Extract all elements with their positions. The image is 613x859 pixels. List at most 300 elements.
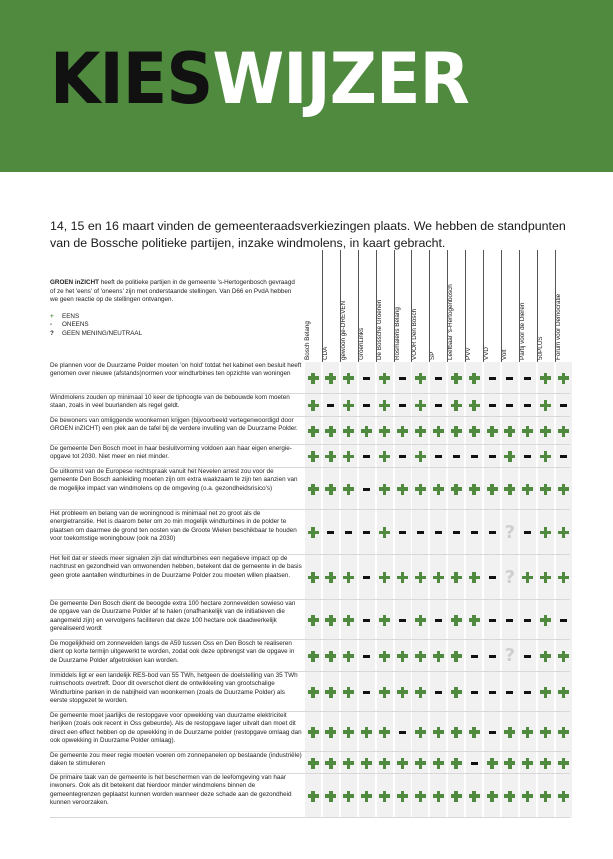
answer-cell <box>359 445 375 468</box>
plus-icon <box>308 791 319 802</box>
party-name <box>518 252 532 360</box>
answer-cell <box>448 774 464 818</box>
statement-text: Windmolens zouden op minimaal 10 keer de tiphoogte van de bebouwde kom moeten staan, zoals in veel buurlanden als regel geldt. <box>50 394 290 410</box>
statement-row <box>50 640 570 672</box>
party-label: CDA <box>321 346 329 360</box>
minus-icon <box>489 576 496 579</box>
answer-cell <box>520 774 536 818</box>
legend-symbol: - <box>50 321 53 328</box>
answer-cell <box>305 752 321 774</box>
answer-cell <box>448 672 464 712</box>
plus-icon <box>433 758 444 769</box>
party-label: VOOR Den Bosch <box>411 308 419 360</box>
plus-icon <box>379 651 390 662</box>
plus-icon <box>540 373 551 384</box>
statement-text: De gemeente Den Bosch moet in haar besluitvorming voldoen aan haar eigen energie-opgave tot 2030. Niet meer en niet minder. <box>50 445 292 461</box>
answer-cell <box>448 555 464 600</box>
plus-icon <box>415 651 426 662</box>
plus-icon <box>325 758 336 769</box>
answer-cell <box>412 445 428 468</box>
plus-icon <box>343 615 354 626</box>
answer-cell <box>412 600 428 640</box>
explanation-body: heeft de politieke partijen in de gemeente 's-Hertogenbosch gevraagd of ze het 'eens' of 'oneens' zijn met onderstaande stellingen. Van D66 en PvdA hebben we geen reactie op de stellingen ontvangen. <box>50 279 295 303</box>
statement-text: De gemeente Den Bosch dient de beoogde extra 100 hectare zonnevelden sowieso van de opgave van de Duurzame Polder af te halen (onafhankelijk van de initiatieven die aangemeld zijn) en vervolgens faciliteren dat deze 100 hectare ook daadwerkelijk gerealiseerd wordt <box>50 600 296 632</box>
answer-cell <box>538 394 554 417</box>
plus-icon <box>415 451 426 462</box>
plus-icon <box>469 373 480 384</box>
answer-cell <box>502 555 518 600</box>
statement-text: De primaire taak van de gemeente is het beschermen van de leefomgeving van haar inwoners. Ook als dit betekent dat hierdoor minder windmolens binnen de gemeentegrenzen geplaatst kunnen worden wanneer deze schade aan de gezondheid kunnen veroorzaken. <box>50 774 292 806</box>
answer-cell <box>412 712 428 752</box>
plus-icon <box>540 615 551 626</box>
plus-icon <box>415 484 426 495</box>
party-name <box>536 252 550 360</box>
answer-cell <box>466 362 482 394</box>
answer-cell <box>448 468 464 510</box>
answer-cell <box>448 445 464 468</box>
answer-cell <box>377 712 393 752</box>
minus-icon <box>345 531 352 534</box>
answer-cell <box>323 774 339 818</box>
answer-cell <box>520 672 536 712</box>
plus-icon <box>451 615 462 626</box>
minus-icon <box>363 576 370 579</box>
answer-cell <box>412 510 428 555</box>
plus-icon <box>343 426 354 437</box>
answer-cell <box>395 712 411 752</box>
answer-cell <box>377 468 393 510</box>
answer-cell <box>538 774 554 818</box>
answer-cell <box>359 510 375 555</box>
party-label: SP <box>429 351 437 360</box>
minus-icon <box>560 619 567 622</box>
title-banner <box>0 0 613 172</box>
answer-cell <box>538 468 554 510</box>
answer-cell <box>341 712 357 752</box>
answer-cell <box>305 774 321 818</box>
answer-cell <box>341 394 357 417</box>
answer-cell <box>323 555 339 600</box>
answer-cell <box>466 510 482 555</box>
plus-icon <box>397 791 408 802</box>
minus-icon <box>524 531 531 534</box>
plus-icon <box>504 451 515 462</box>
answer-cell <box>341 510 357 555</box>
plus-icon <box>325 727 336 738</box>
statement-row <box>50 394 570 417</box>
plus-icon <box>379 572 390 583</box>
minus-icon <box>489 619 496 622</box>
answer-cell <box>341 417 357 445</box>
answer-cell <box>466 600 482 640</box>
answer-cell <box>341 445 357 468</box>
party-name <box>411 252 424 360</box>
answer-cell <box>430 640 446 672</box>
plus-icon <box>433 651 444 662</box>
legend-label: EENS <box>62 312 80 320</box>
plus-icon <box>397 758 408 769</box>
answer-cell <box>502 510 518 555</box>
statement-row <box>50 712 570 752</box>
answer-cell <box>520 640 536 672</box>
plus-icon <box>540 572 551 583</box>
answer-cell <box>395 640 411 672</box>
plus-icon <box>343 451 354 462</box>
answer-cell <box>377 752 393 774</box>
plus-icon <box>397 426 408 437</box>
plus-icon <box>522 484 533 495</box>
party-label: Leefbaar 's-Hertogenbosch <box>447 284 455 360</box>
minus-icon <box>399 404 406 407</box>
plus-icon <box>433 791 444 802</box>
minus-icon <box>489 377 496 380</box>
plus-icon <box>558 687 569 698</box>
minus-icon <box>399 531 406 534</box>
plus-icon <box>415 373 426 384</box>
minus-icon <box>471 691 478 694</box>
answer-cell <box>412 468 428 510</box>
answer-cell <box>323 510 339 555</box>
column-divider <box>519 250 520 362</box>
column-divider <box>555 250 556 362</box>
party-name <box>465 252 478 360</box>
answer-cell <box>502 712 518 752</box>
answer-cell <box>323 640 339 672</box>
answer-cell <box>502 672 518 712</box>
party-header <box>0 250 613 360</box>
plus-icon <box>469 727 480 738</box>
minus-icon <box>506 619 513 622</box>
plus-icon <box>325 651 336 662</box>
answer-cell <box>359 555 375 600</box>
answer-cell <box>502 468 518 510</box>
answer-cell <box>430 774 446 818</box>
statement-text: Het feit dat er steeds meer signalen zijn dat windturbines een negatieve impact op de nachtrust en gezondheid van omwonenden hebben, betekent dat de gemeente in de basis geen grote aantallen windturbines in de Duurzame Polder zou moeten willen plaatsen. <box>50 555 302 579</box>
statements-table <box>50 362 570 818</box>
plus-icon <box>361 426 372 437</box>
plus-icon <box>308 727 319 738</box>
answer-cell <box>448 394 464 417</box>
plus-icon <box>308 615 319 626</box>
answer-cell <box>341 774 357 818</box>
plus-icon <box>343 687 354 698</box>
minus-icon <box>506 404 513 407</box>
plus-icon <box>433 484 444 495</box>
answer-cell <box>341 555 357 600</box>
answer-cell <box>520 600 536 640</box>
answer-cell <box>520 394 536 417</box>
plus-icon <box>325 687 336 698</box>
answer-cell <box>484 640 500 672</box>
answer-cell <box>520 712 536 752</box>
party-label: De Bossche Groenen <box>375 299 383 360</box>
minus-icon <box>363 655 370 658</box>
answer-cell <box>305 417 321 445</box>
plus-icon <box>308 758 319 769</box>
column-divider <box>537 250 538 362</box>
plus-icon <box>487 758 498 769</box>
plus-icon <box>451 484 462 495</box>
row-divider <box>50 817 570 818</box>
party-name <box>393 252 407 360</box>
minus-icon <box>524 404 531 407</box>
answer-cell <box>412 774 428 818</box>
answer-cell <box>359 417 375 445</box>
minus-icon <box>471 762 478 765</box>
answer-cell <box>412 394 428 417</box>
plus-icon <box>379 791 390 802</box>
plus-icon <box>487 791 498 802</box>
answer-cell <box>556 752 572 774</box>
plus-icon <box>343 572 354 583</box>
answer-cell <box>466 394 482 417</box>
plus-icon <box>379 451 390 462</box>
answer-cell <box>305 362 321 394</box>
answer-cell <box>466 712 482 752</box>
plus-icon <box>308 451 319 462</box>
answer-cell <box>538 672 554 712</box>
title-part-wijzer: WIJZER <box>212 38 469 120</box>
answer-cell <box>341 752 357 774</box>
statement-row <box>50 600 570 640</box>
plus-icon <box>379 527 390 538</box>
minus-icon <box>327 404 334 407</box>
answer-cell <box>430 445 446 468</box>
answer-cell <box>377 555 393 600</box>
answer-cell <box>484 555 500 600</box>
plus-icon <box>361 758 372 769</box>
answer-cell <box>323 600 339 640</box>
answer-cell <box>520 417 536 445</box>
answer-cell <box>305 510 321 555</box>
plus-icon <box>504 426 515 437</box>
answer-cell <box>430 468 446 510</box>
minus-icon <box>363 619 370 622</box>
minus-icon <box>489 531 496 534</box>
statement-row <box>50 362 570 394</box>
answer-cell <box>502 394 518 417</box>
answer-cell <box>412 672 428 712</box>
plus-icon <box>451 426 462 437</box>
minus-icon <box>327 531 334 534</box>
answer-cell <box>502 600 518 640</box>
statement-row <box>50 468 570 510</box>
answer-cell <box>395 774 411 818</box>
column-divider <box>376 250 377 362</box>
party-name <box>339 252 353 360</box>
answer-cell <box>538 445 554 468</box>
plus-icon <box>540 727 551 738</box>
plus-icon <box>540 426 551 437</box>
answer-cell <box>466 672 482 712</box>
answer-cell <box>377 417 393 445</box>
answer-cell <box>377 510 393 555</box>
minus-icon <box>435 691 442 694</box>
plus-icon <box>558 572 569 583</box>
statement-text: De gemeente zou meer regie moeten voeren om zonnepanelen op bestaande (industriële) daken te stimuleren <box>50 752 302 768</box>
plus-icon <box>558 651 569 662</box>
plus-icon <box>469 484 480 495</box>
plus-icon <box>558 727 569 738</box>
answer-cell <box>466 445 482 468</box>
answer-cell <box>323 445 339 468</box>
answer-cell <box>484 394 500 417</box>
plus-icon <box>308 373 319 384</box>
answer-cell <box>556 672 572 712</box>
plus-icon <box>540 687 551 698</box>
party-label: Volt <box>500 349 508 360</box>
plus-icon <box>379 615 390 626</box>
answer-cell <box>359 712 375 752</box>
answer-cell <box>484 468 500 510</box>
minus-icon <box>489 731 496 734</box>
answer-cell <box>395 417 411 445</box>
plus-icon <box>343 758 354 769</box>
plus-icon <box>540 484 551 495</box>
answer-cell <box>556 510 572 555</box>
statement-text: De plannen voor de Duurzame Polder moeten 'on hold' totdat het kabinet een besluit heeft genomen over nieuwe (afstands)normen voor windturbines ten opzichte van woningen <box>50 362 302 378</box>
answer-cell <box>556 394 572 417</box>
plus-icon <box>379 426 390 437</box>
minus-icon <box>471 455 478 458</box>
plus-icon <box>379 727 390 738</box>
answer-cell <box>305 445 321 468</box>
plus-icon <box>308 687 319 698</box>
plus-icon <box>504 758 515 769</box>
plus-icon <box>325 615 336 626</box>
answer-cell <box>412 555 428 600</box>
answer-cell <box>430 394 446 417</box>
plus-icon <box>308 651 319 662</box>
answer-cell <box>520 555 536 600</box>
answer-cell <box>538 362 554 394</box>
statement-row <box>50 555 570 600</box>
minus-icon <box>489 691 496 694</box>
answer-cell <box>323 417 339 445</box>
answer-cell <box>395 445 411 468</box>
party-name <box>447 252 460 360</box>
plus-icon <box>415 400 426 411</box>
minus-icon <box>524 619 531 622</box>
minus-icon <box>435 404 442 407</box>
answer-cell <box>323 752 339 774</box>
column-divider <box>358 250 359 362</box>
plus-icon <box>325 373 336 384</box>
party-name <box>429 252 442 360</box>
plus-icon <box>379 373 390 384</box>
plus-icon <box>415 727 426 738</box>
plus-icon <box>325 572 336 583</box>
answer-cell <box>484 752 500 774</box>
column-divider <box>429 250 430 362</box>
column-divider <box>322 250 323 362</box>
answer-cell <box>430 362 446 394</box>
legend-symbol: ? <box>50 329 54 337</box>
answer-cell <box>377 640 393 672</box>
answer-cell <box>305 555 321 600</box>
answer-cell <box>359 468 375 510</box>
answer-cell <box>466 555 482 600</box>
plus-icon <box>433 727 444 738</box>
answer-cell <box>359 752 375 774</box>
plus-icon <box>397 651 408 662</box>
minus-icon <box>506 377 513 380</box>
party-name <box>357 252 371 360</box>
answer-cell <box>556 600 572 640</box>
plus-icon <box>469 426 480 437</box>
plus-icon <box>415 572 426 583</box>
party-label: VVD <box>483 347 490 360</box>
minus-icon <box>363 404 370 407</box>
answer-cell <box>395 510 411 555</box>
plus-icon <box>343 373 354 384</box>
answer-cell <box>538 712 554 752</box>
plus-icon <box>451 727 462 738</box>
answer-cell <box>520 468 536 510</box>
column-divider <box>411 250 412 362</box>
statement-text: De gemeente moet jaarlijks de restopgave voor opwekking van duurzame elektriciteit herijken (zoals ook recent in Oss gebeurde). Als de restopgave lager uitvalt dan moet dit direct een effect hebben op de opwekking in de Duurzame polder (restopgave omlaag dan ook opwekking in Duurzame Polder omlaag). <box>50 712 302 744</box>
answer-cell <box>412 640 428 672</box>
answer-cell <box>430 510 446 555</box>
statement-text: Het probleem en belang van de woningnood is minimaal net zo groot als de energietransitie. Het is daarom beter om zo min mogelijk windturbines in de polder te plaatsen om daarmee de grond ten oosten van de Groote Wielen beschikbaar te houden voor toekomstige woningbouw (ook na 2030) <box>50 510 297 542</box>
org-name: GROEN inZICHT <box>50 279 99 286</box>
answer-cell <box>377 394 393 417</box>
plus-icon <box>397 572 408 583</box>
answer-cell <box>305 640 321 672</box>
answer-cell <box>377 445 393 468</box>
minus-icon <box>363 455 370 458</box>
answer-cell <box>556 712 572 752</box>
answer-cell <box>538 510 554 555</box>
statement-text: De uitkomst van de Europese rechtspraak vanuit het Nevelen arrest zou voor de gemeente Den Bosch aanleiding moeten zijn om extra waakzaam te zijn ten aanzien van de mogelijke impact van windmolens op de omgeving (o.a. gezondheidsrisico's) <box>50 468 298 492</box>
answer-cell <box>359 672 375 712</box>
minus-icon <box>560 455 567 458</box>
answer-cell <box>395 600 411 640</box>
answer-cell <box>305 468 321 510</box>
statement-text: De bewoners van omliggende woonkernen krijgen (bijvoorbeeld vertegenwoordigd door GROEN inZICHT) een plek aan de tafel bij de verdere invulling van de Duurzame Polder. <box>50 417 298 433</box>
plus-icon <box>558 426 569 437</box>
plus-icon <box>343 727 354 738</box>
plus-icon <box>415 426 426 437</box>
answer-cell <box>502 640 518 672</box>
answer-cell <box>556 468 572 510</box>
question-icon: ? <box>504 645 516 666</box>
minus-icon <box>363 531 370 534</box>
answer-cell <box>412 362 428 394</box>
plus-icon <box>469 400 480 411</box>
minus-icon <box>524 455 531 458</box>
answer-cell <box>484 712 500 752</box>
plus-icon <box>308 527 319 538</box>
plus-icon <box>522 572 533 583</box>
answer-cell <box>448 712 464 752</box>
party-label: PVV <box>465 347 473 360</box>
plus-icon <box>415 791 426 802</box>
plus-icon <box>415 758 426 769</box>
answer-cell <box>484 362 500 394</box>
answer-cell <box>305 394 321 417</box>
legend-label: ONEENS <box>62 321 89 328</box>
page-title <box>50 38 469 120</box>
plus-icon <box>343 651 354 662</box>
answer-cell <box>395 555 411 600</box>
intro-text: 14, 15 en 16 maart vinden de gemeenteraadsverkiezingen plaats. We hebben de standpunten van de Bossche politieke partijen, inzake windmolens, in kaart gebracht. <box>50 219 566 250</box>
answer-cell <box>466 640 482 672</box>
party-name <box>375 252 389 360</box>
plus-icon <box>504 484 515 495</box>
party-label: gewoon ge-DREVEN <box>339 300 347 360</box>
plus-icon <box>469 791 480 802</box>
